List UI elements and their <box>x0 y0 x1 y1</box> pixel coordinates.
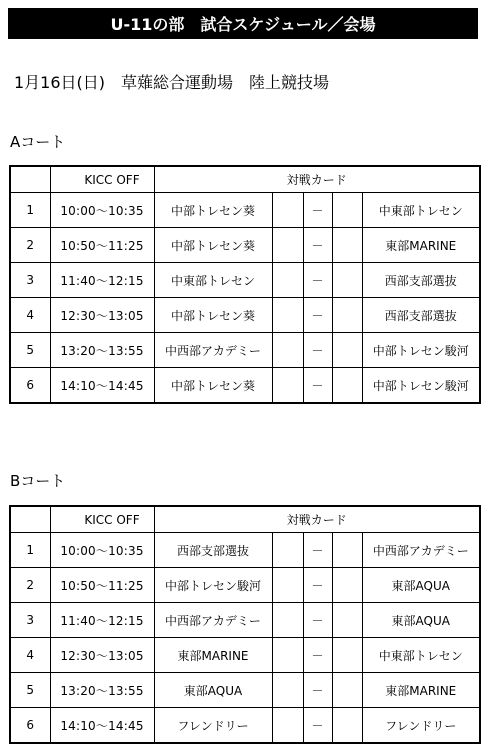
away-score <box>332 193 362 228</box>
versus-dash: － <box>303 638 332 673</box>
kickoff-time: 12:30～13:05 <box>50 298 154 333</box>
match-no: 3 <box>10 263 50 298</box>
table-row <box>10 368 480 404</box>
away-team: 東部AQUA <box>362 603 480 638</box>
home-team: 中西部アカデミー <box>154 333 272 368</box>
match-no: 4 <box>10 638 50 673</box>
versus-dash: － <box>303 228 332 263</box>
table-row <box>10 298 480 333</box>
table-row <box>10 638 480 673</box>
table-row <box>10 193 480 228</box>
date-venue: 1月16日(日) 草薙総合運動場 陸上競技場 <box>14 73 330 92</box>
table-row <box>10 333 480 368</box>
match-no: 5 <box>10 673 50 708</box>
away-score <box>332 368 362 404</box>
versus-dash: － <box>303 263 332 298</box>
table-row <box>10 533 480 568</box>
match-no: 4 <box>10 298 50 333</box>
home-team: 中部トレセン葵 <box>154 368 272 404</box>
match-no: 2 <box>10 228 50 263</box>
table-header-row <box>10 506 480 533</box>
away-team: 中部トレセン駿河 <box>362 368 480 404</box>
home-team: 中部トレセン葵 <box>154 228 272 263</box>
away-team: 西部支部選抜 <box>362 263 480 298</box>
away-score <box>332 708 362 744</box>
away-team: 東部MARINE <box>362 228 480 263</box>
home-score <box>272 673 303 708</box>
away-score <box>332 333 362 368</box>
home-score <box>272 298 303 333</box>
page-title: U-11の部 試合スケジュール／会場 <box>110 15 376 34</box>
versus-dash: － <box>303 193 332 228</box>
match-no: 5 <box>10 333 50 368</box>
away-team: 西部支部選抜 <box>362 298 480 333</box>
home-score <box>272 533 303 568</box>
home-score <box>272 603 303 638</box>
header-match-card: 対戦カード <box>154 166 480 193</box>
court-a-label: Aコート <box>10 133 66 151</box>
table-row <box>10 568 480 603</box>
away-team: 中部トレセン駿河 <box>362 333 480 368</box>
header-no-cell <box>10 506 50 533</box>
away-score <box>332 228 362 263</box>
home-team: 中部トレセン駿河 <box>154 568 272 603</box>
kickoff-time: 10:50～11:25 <box>50 228 154 263</box>
away-score <box>332 673 362 708</box>
away-team: フレンドリー <box>362 708 480 744</box>
versus-dash: － <box>303 603 332 638</box>
home-score <box>272 708 303 744</box>
home-team: 東部MARINE <box>154 638 272 673</box>
kickoff-time: 10:00～10:35 <box>50 193 154 228</box>
away-score <box>332 263 362 298</box>
header-kickoff: KICC OFF <box>50 166 154 193</box>
home-team: 中部トレセン葵 <box>154 298 272 333</box>
court-a-schedule-table <box>9 165 481 404</box>
header-match-card: 対戦カード <box>154 506 480 533</box>
away-team: 中東部トレセン <box>362 638 480 673</box>
kickoff-time: 11:40～12:15 <box>50 263 154 298</box>
home-score <box>272 263 303 298</box>
away-team: 東部MARINE <box>362 673 480 708</box>
home-score <box>272 228 303 263</box>
away-team: 中西部アカデミー <box>362 533 480 568</box>
away-score <box>332 298 362 333</box>
versus-dash: － <box>303 333 332 368</box>
match-no: 6 <box>10 708 50 744</box>
table-row <box>10 228 480 263</box>
versus-dash: － <box>303 533 332 568</box>
versus-dash: － <box>303 708 332 744</box>
header-kickoff: KICC OFF <box>50 506 154 533</box>
kickoff-time: 14:10～14:45 <box>50 708 154 744</box>
table-header-row <box>10 166 480 193</box>
away-score <box>332 603 362 638</box>
versus-dash: － <box>303 298 332 333</box>
match-no: 3 <box>10 603 50 638</box>
home-score <box>272 568 303 603</box>
table-row <box>10 708 480 744</box>
versus-dash: － <box>303 568 332 603</box>
table-row <box>10 263 480 298</box>
versus-dash: － <box>303 673 332 708</box>
kickoff-time: 13:20～13:55 <box>50 673 154 708</box>
home-score <box>272 638 303 673</box>
away-score <box>332 533 362 568</box>
away-team: 東部AQUA <box>362 568 480 603</box>
home-team: フレンドリー <box>154 708 272 744</box>
kickoff-time: 13:20～13:55 <box>50 333 154 368</box>
header-no-cell <box>10 166 50 193</box>
away-score <box>332 638 362 673</box>
versus-dash: － <box>303 368 332 404</box>
page-title-bar <box>8 8 478 39</box>
away-team: 中東部トレセン <box>362 193 480 228</box>
home-score <box>272 368 303 404</box>
home-score <box>272 333 303 368</box>
court-b-label: Bコート <box>10 472 66 490</box>
match-no: 1 <box>10 533 50 568</box>
home-team: 中西部アカデミー <box>154 603 272 638</box>
match-no: 1 <box>10 193 50 228</box>
match-no: 6 <box>10 368 50 404</box>
table-row <box>10 603 480 638</box>
table-row <box>10 673 480 708</box>
court-b-schedule-table <box>9 505 481 744</box>
home-team: 東部AQUA <box>154 673 272 708</box>
home-score <box>272 193 303 228</box>
kickoff-time: 12:30～13:05 <box>50 638 154 673</box>
away-score <box>332 568 362 603</box>
home-team: 西部支部選抜 <box>154 533 272 568</box>
match-no: 2 <box>10 568 50 603</box>
home-team: 中部トレセン葵 <box>154 193 272 228</box>
kickoff-time: 10:50～11:25 <box>50 568 154 603</box>
kickoff-time: 14:10～14:45 <box>50 368 154 404</box>
home-team: 中東部トレセン <box>154 263 272 298</box>
kickoff-time: 10:00～10:35 <box>50 533 154 568</box>
kickoff-time: 11:40～12:15 <box>50 603 154 638</box>
